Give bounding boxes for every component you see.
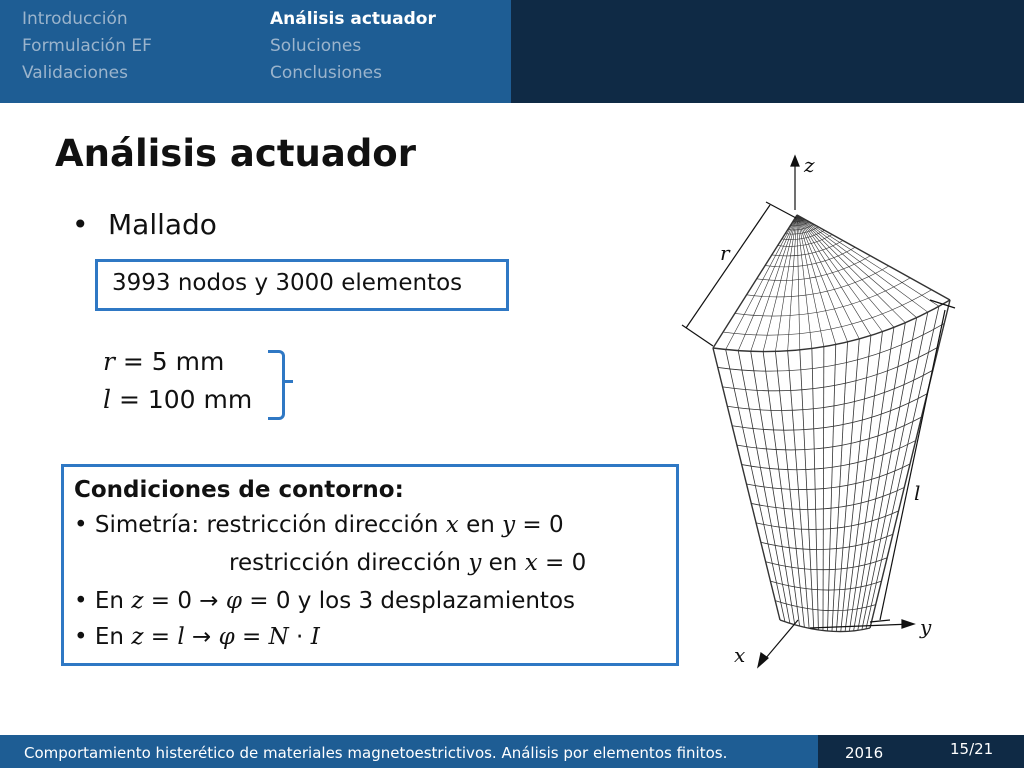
bullet-glyph: • [72,208,89,241]
bc-bullet-2: • [74,588,88,614]
nav-item-analisis[interactable]: Análisis actuador [270,9,436,29]
mesh-line [797,215,939,306]
dim-l [103,381,252,419]
bc-l4-en: En [94,624,132,650]
mesh-grid [713,215,950,632]
mesh-curve [737,417,922,450]
bc-l2-x: x [524,550,538,576]
footer [0,735,1024,768]
bc-line-symmetry-2 [229,550,586,576]
dim-r-symbol: r [103,347,115,376]
dim-l-ext-1 [930,300,955,308]
axis-y-label: y [920,615,932,639]
nav-item-validaciones[interactable]: Validaciones [22,63,128,83]
bc-l1-x: x [445,512,459,538]
nav-item-soluciones[interactable]: Soluciones [270,36,362,56]
axis-z-label: z [804,153,815,177]
dim-l-label: l [914,481,921,505]
mesh-info-box [95,259,509,311]
bc-l4-eq: = [143,624,178,650]
dim-r-value: = 5 mm [122,347,225,376]
axis-y-line [810,624,912,628]
bc-l4-phi: φ [218,624,235,650]
mesh-line [738,215,797,351]
bc-line-z0 [74,588,575,614]
bc-l3-z: z [131,588,144,614]
bc-title: Condiciones de contorno: [74,477,404,503]
mesh-line [797,215,859,339]
boundary-conditions-box [61,464,679,666]
footer-year: 2016 [845,744,884,762]
bc-l3-rest: = 0 y los 3 desplazamientos [241,588,576,614]
bc-line-symmetry-1 [74,512,564,538]
bc-l4-n: N [268,624,289,650]
dim-l-value: = 100 mm [118,385,253,414]
mesh-line [713,215,797,348]
nav-item-conclusiones[interactable]: Conclusiones [270,63,382,83]
slide-title: Análisis actuador [55,132,416,175]
mesh-line [797,215,950,300]
dim-r-ext-2 [766,202,796,218]
bc-l2-en: en [481,550,525,576]
bc-l4-arrow: → [184,624,219,650]
bc-l1-text: Simetría: restricción dirección [94,512,446,538]
mesh-figure [680,150,970,675]
bc-l3-eq: = 0 → [143,588,226,614]
bullet-mallado [72,208,217,241]
mesh-curve [732,394,927,430]
bc-l4-dot: · [288,624,311,650]
mesh-curve [775,601,876,611]
dimensions [103,343,252,419]
mesh-line [763,215,797,352]
bc-l1-y: y [502,512,516,538]
mesh-line [788,215,797,351]
nav-item-introduccion[interactable]: Introducción [22,9,128,29]
bc-l2-y: y [468,550,482,576]
axis-x-label: x [734,643,746,667]
mesh-curve [713,300,950,352]
dims-bracket-tick [283,380,293,383]
page-number: 15/21 [950,740,994,758]
dim-r [103,343,252,381]
axes [682,156,955,667]
nav-item-formulacion[interactable]: Formulación EF [22,36,152,56]
mesh-line [751,215,797,351]
bc-line-zl [74,624,320,650]
nav-left-column [22,6,152,87]
dim-l-ext-2 [870,620,890,622]
bc-l3-phi: φ [225,588,242,614]
header-nav [0,0,1024,103]
axis-y-arrow-icon [902,620,914,628]
bc-bullet-3: • [74,624,88,650]
dim-l-symbol: l [103,385,111,414]
bc-l2-eq: = 0 [537,550,587,576]
bc-l2-text: restricción dirección [229,550,469,576]
axis-x-arrow-icon [758,653,768,667]
mesh-curve [723,347,939,391]
mesh-curve [770,581,881,590]
dim-r-line [686,205,770,328]
mesh-info-text: 3993 nodos y 3000 elementos [112,270,463,296]
bc-l4-eq2: = [234,624,269,650]
mesh-curve [723,290,932,335]
mesh-line [797,215,882,332]
mesh-line [797,215,871,335]
dim-r-ext-1 [682,325,713,346]
bullet-mallado-text: Mallado [108,208,217,241]
dim-r-label: r [720,241,730,265]
bc-l3-en: En [94,588,132,614]
nav-right-column [270,6,436,87]
footer-title: Comportamiento histerético de materiales magnetoestrictivos. Análisis por elementos finitos. [24,744,728,762]
axis-z-arrow-icon [791,156,799,166]
bc-bullet-1: • [74,512,88,538]
bc-l1-eq: = 0 [515,512,564,538]
bc-l4-l: l [177,624,185,650]
footer-main [0,735,818,768]
bc-l1-en: en [458,512,503,538]
bc-l4-i: I [310,624,320,650]
bc-l4-z: z [131,624,144,650]
dims-bracket [268,350,285,420]
